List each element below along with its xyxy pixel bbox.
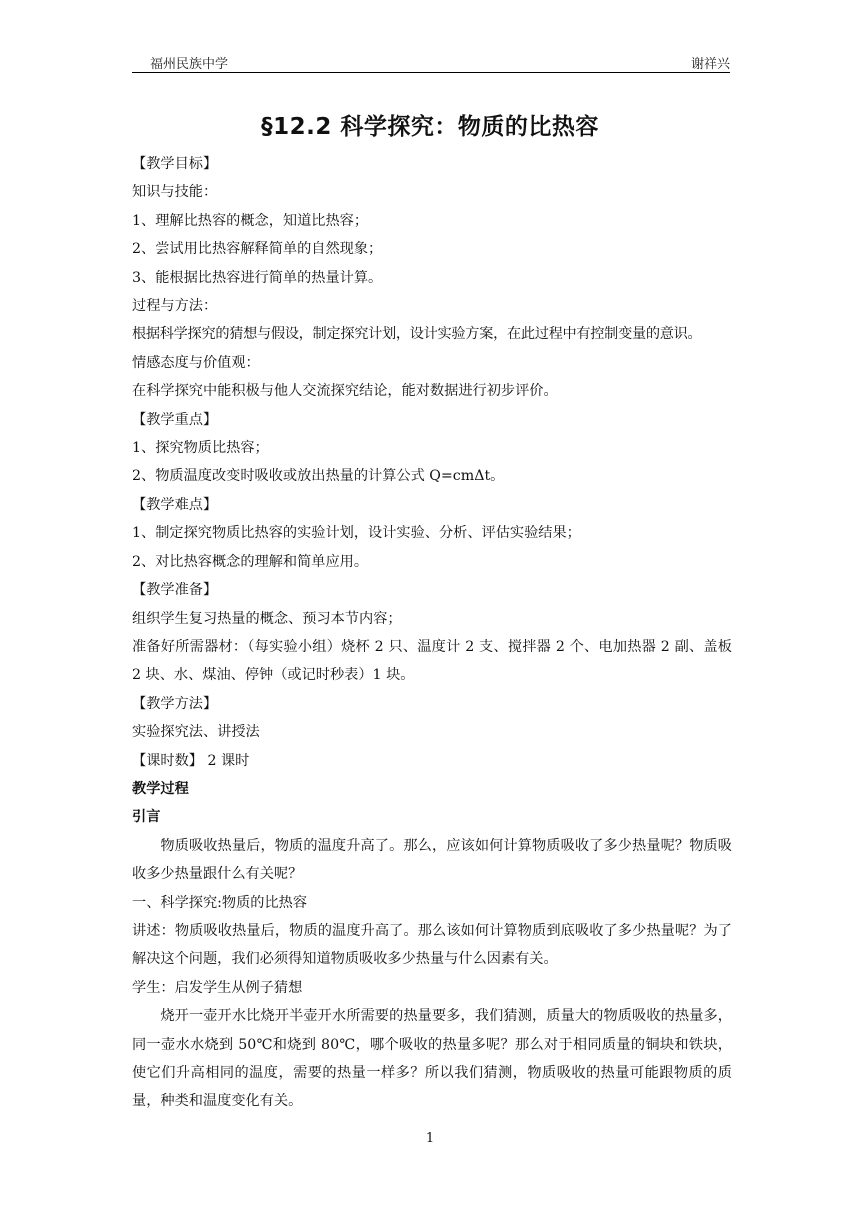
- list-item: 2、对比热容概念的理解和简单应用。: [132, 553, 369, 570]
- subheading-attitude: 情感态度与价值观：: [132, 354, 260, 371]
- subheading-knowledge: 知识与技能：: [132, 184, 218, 201]
- paragraph: 组织学生复习热量的概念、预习本节内容；: [132, 610, 402, 627]
- paragraph-intro: 物质吸收热量后，物质的温度升高了。那么，应该如何计算物质吸收了多少热量呢？物质吸收多少热量跟什么有关呢？: [132, 837, 732, 883]
- paragraph-example: 烧开一壶开水比烧开半壶开水所需要的热量要多，我们猜测，质量大的物质吸收的热量多，同一壶水水烧到 50℃和烧到 80℃，哪个吸收的热量多呢？那么对于相同质量的铜块和铁块，使它们升高相同的温度，需要的热量一样多？所以我们猜测，物质吸收的热量可能跟物质的质量，种类和温度变化有关。: [132, 1008, 732, 1110]
- list-item: 3、能根据比热容进行简单的热量计算。: [132, 269, 383, 286]
- subheading-process: 过程与方法：: [132, 298, 218, 315]
- list-item: 2、尝试用比热容解释简单的自然现象；: [132, 241, 383, 258]
- list-item: 1、理解比热容的概念，知道比热容；: [132, 212, 369, 229]
- header-school: 福州民族中学: [150, 57, 229, 72]
- subheading-intro: 引言: [132, 809, 161, 826]
- subheading-inquiry: 一、科学探究:物质的比热容: [132, 894, 308, 911]
- section-heading-difficulties: 【教学难点】: [132, 496, 218, 513]
- paragraph: 根据科学探究的猜想与假设，制定探究计划，设计实验方案，在此过程中有控制变量的意识。: [132, 326, 702, 343]
- paragraph-student: 学生：启发学生从例子猜想: [132, 979, 303, 996]
- document-title: §12.2 科学探究：物质的比热容: [261, 114, 599, 140]
- document-body: [132, 150, 732, 1116]
- paragraph: 在科学探究中能积极与他人交流探究结论，能对数据进行初步评价。: [132, 383, 558, 400]
- page-number: 1: [425, 1131, 435, 1146]
- section-heading-goals: 【教学目标】: [132, 156, 218, 172]
- section-heading-methods: 【教学方法】: [132, 695, 218, 712]
- page-header: [132, 50, 730, 73]
- list-item: 1、探究物质比热容；: [132, 440, 269, 457]
- paragraph-narration: 讲述：物质吸收热量后，物质的温度升高了。那么该如何计算物质到底吸收了多少热量呢？为了解决这个问题，我们必须得知道物质吸收多少热量与什么因素有关。: [132, 922, 732, 968]
- section-heading-key-points: 【教学重点】: [132, 411, 218, 428]
- list-item: 1、制定探究物质比热容的实验计划，设计实验、分析、评估实验结果；: [132, 525, 581, 542]
- section-heading-preparation: 【教学准备】: [132, 582, 218, 599]
- header-author: 谢祥兴: [690, 57, 730, 72]
- section-heading-hours: 【课时数】 2 课时: [132, 752, 250, 769]
- section-heading-process: 教学过程: [132, 780, 189, 797]
- list-item: 2、物质温度改变时吸收或放出热量的计算公式 Q=cmΔt。: [132, 468, 505, 485]
- paragraph: 实验探究法、讲授法: [132, 724, 260, 741]
- paragraph-equipment: 准备好所需器材：（每实验小组）烧杯 2 只、温度计 2 支、搅拌器 2 个、电加热器 2 副、盖板 2 块、水、煤油、停钟（或记时秒表）1 块。: [132, 638, 732, 684]
